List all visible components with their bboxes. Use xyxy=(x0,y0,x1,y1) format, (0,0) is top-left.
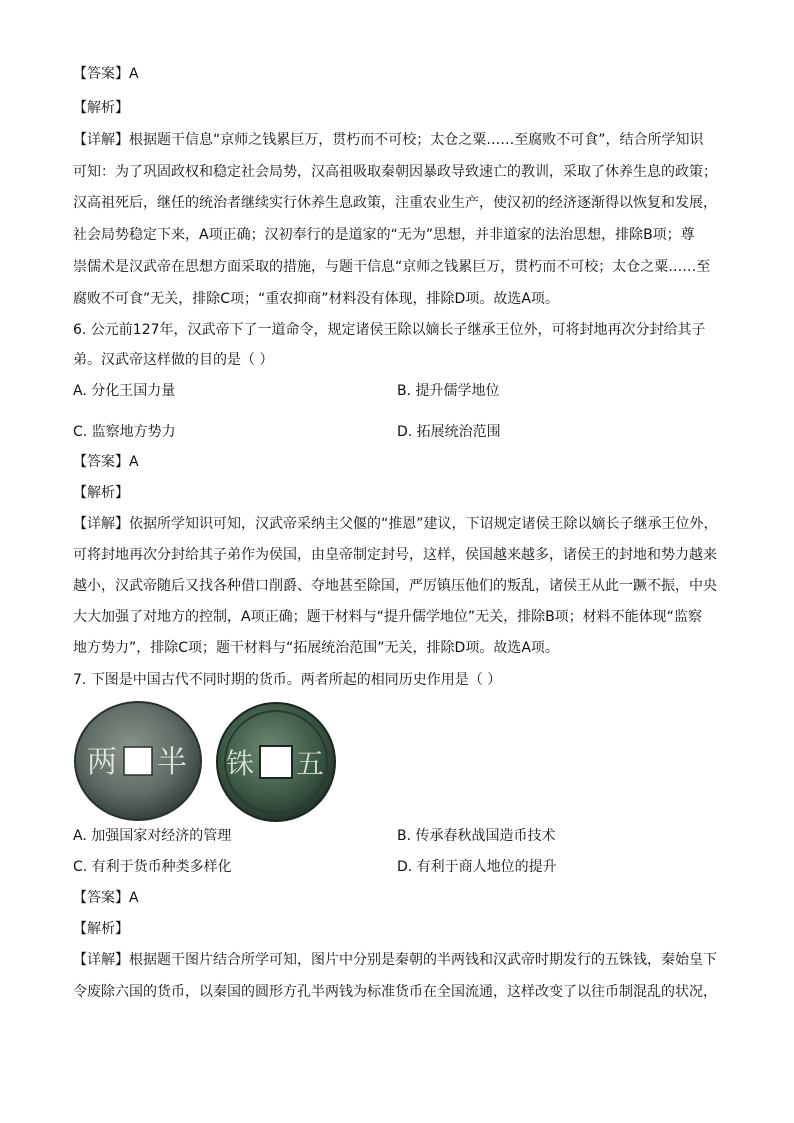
q6-analysis-label: 【解析】 xyxy=(73,485,129,501)
q6-detail-line: 大大加强了对地方的控制，A项正确；题干材料与“提升儒学地位”无关，排除B项；材料不能体现“监察 xyxy=(73,609,702,625)
q6-stem-line: 弟。汉武帝这样做的目的是（ ） xyxy=(73,352,274,368)
q6-detail-line: 【详解】依据所学知识可知，汉武帝采纳主父偃的“推恩”建议，下诏规定诸侯王除以嫡长子继承王位外， xyxy=(73,516,718,532)
q6-answer: 【答案】A xyxy=(73,454,139,470)
q5-detail-line: 汉高祖死后，继任的统治者继续实行休养生息政策，注重农业生产，使汉初的经济逐渐得以恢复和发展， xyxy=(73,195,717,211)
banliang-coin-image xyxy=(73,700,203,822)
q7-option-c: C. 有利于货币种类多样化 xyxy=(73,859,232,875)
q7-detail-line: 【详解】根据题干图片结合所学可知，图片中分别是秦朝的半两钱和汉武帝时期发行的五铢钱，秦始皇下 xyxy=(73,952,717,968)
q7-answer: 【答案】A xyxy=(73,890,139,906)
q6-option-d: D. 拓展统治范围 xyxy=(397,424,501,440)
q7-detail-line: 令废除六国的货币，以秦国的圆形方孔半两钱为标准货币在全国流通，这样改变了以往币制混乱的状况， xyxy=(73,984,717,1000)
q5-detail-line: 可知：为了巩固政权和稳定社会局势，汉高祖吸取秦朝因暴政导致速亡的教训，采取了休养生息的政策； xyxy=(73,164,717,180)
q7-analysis-label: 【解析】 xyxy=(73,921,129,937)
q5-detail-line: 社会局势稳定下来，A项正确；汉初奉行的是道家的“无为”思想，并非道家的法治思想，排除B项；尊 xyxy=(73,227,695,243)
q5-detail-line: 腐败不可食”无关，排除C项；“重农抑商”材料没有体现，排除D项。故选A项。 xyxy=(73,291,559,307)
q6-detail-line: 越小，汉武帝随后又找各种借口削爵、夺地甚至除国，严厉镇压他们的叛乱，诸侯王从此一蹶不振，中央 xyxy=(73,578,717,594)
q6-detail-line: 地方势力”，排除C项；题干材料与“拓展统治范围”无关，排除D项。故选A项。 xyxy=(73,640,559,656)
coin2-left-char: 铢 xyxy=(226,747,255,780)
q6-detail-line: 可将封地再次分封给其子弟作为侯国，由皇帝制定封号，这样，侯国越来越多，诸侯王的封地和势力越来 xyxy=(73,547,717,563)
q5-answer: 【答案】A xyxy=(73,66,139,82)
coin1-left-char: 两 xyxy=(87,745,117,780)
q6-option-c: C. 监察地方势力 xyxy=(73,424,176,440)
coin1-right-char: 半 xyxy=(157,745,187,780)
q6-option-b: B. 提升儒学地位 xyxy=(397,383,500,399)
q7-option-b: B. 传承春秋战国造币技术 xyxy=(397,828,556,844)
q7-stem: 7. 下图是中国古代不同时期的货币。两者所起的相同历史作用是（ ） xyxy=(73,672,502,688)
coin2-right-char: 五 xyxy=(296,747,325,780)
q7-option-d: D. 有利于商人地位的提升 xyxy=(397,859,557,875)
q5-detail-line: 崇儒术是汉武帝在思想方面采取的措施，与题干信息“京师之钱累巨万，贯朽而不可校；太仓之粟……至 xyxy=(73,259,711,275)
q5-analysis-label: 【解析】 xyxy=(73,100,129,116)
q5-detail-line: 【详解】根据题干信息“京师之钱累巨万，贯朽而不可校；太仓之粟……至腐败不可食”，结合所学知识 xyxy=(73,132,704,148)
q6-stem-line: 6. 公元前127年，汉武帝下了一道命令，规定诸侯王除以嫡长子继承王位外，可将封地再次分封给其子 xyxy=(73,322,706,338)
q7-option-a: A. 加强国家对经济的管理 xyxy=(73,828,232,844)
wuzhu-coin-image xyxy=(212,701,340,823)
q6-option-a: A. 分化王国力量 xyxy=(73,383,176,399)
